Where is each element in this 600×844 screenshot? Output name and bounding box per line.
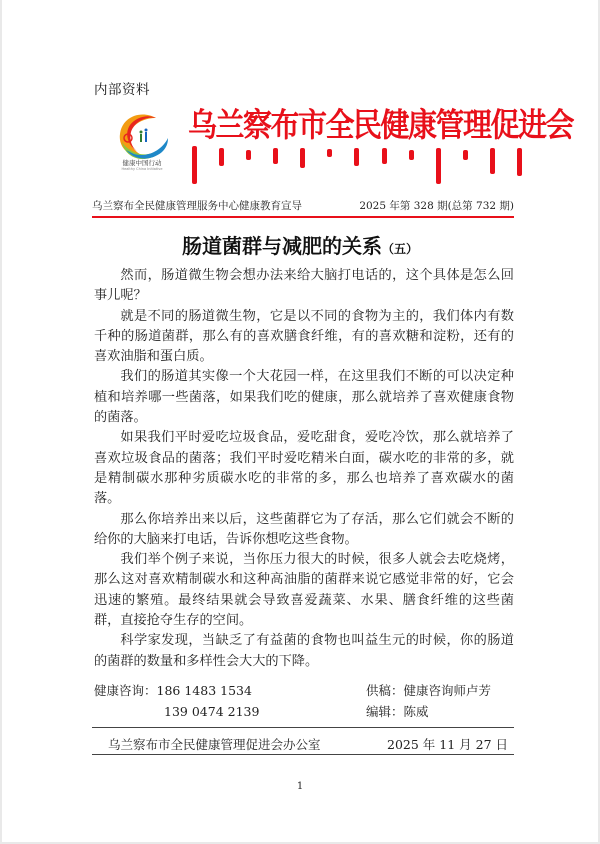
mongolian-column (246, 150, 251, 160)
editor: 陈威 (403, 704, 429, 719)
internal-label: 内部资料 (94, 82, 150, 98)
mongolian-column (327, 149, 332, 157)
document-page (2, 0, 598, 842)
mongolian-column (354, 148, 359, 166)
mongolian-column (300, 148, 305, 168)
paragraph: 那么你培养出来以后，这些菌群它为了存活，那么它们就会不断的给你的大脑来打电话，告诉你想吃这些食物。 (94, 511, 514, 547)
mongolian-column (517, 148, 522, 176)
phone-2: 139 0474 2139 (164, 704, 260, 719)
page-number: 1 (296, 781, 304, 792)
contributor: 健康咨询师卢芳 (403, 683, 492, 698)
editor-label: 编辑： (366, 704, 404, 719)
footer-top-rule (92, 727, 514, 728)
article-body (94, 266, 514, 672)
org-title: 乌兰察布市全民健康管理促进会 (188, 105, 574, 144)
article-title-text: 肠道菌群与减肥的关系 (181, 234, 382, 258)
logo-caption: 健康中国行动 (122, 159, 162, 167)
paragraph: 然而，肠道微生物会想办法来给大脑打电话的，这个具体是怎么回事儿呢？ (94, 268, 514, 304)
footer (108, 735, 508, 753)
footer-bottom-rule (92, 754, 514, 755)
paragraph: 我们的肠道其实像一个大花园一样，在这里我们不断的可以决定种植和培养哪一些菌落，如果我们吃的健康，那么就培养了喜欢健康食物的菌落。 (94, 369, 514, 426)
mongolian-column (409, 150, 414, 160)
issue-line (92, 198, 514, 213)
mongolian-column (219, 148, 224, 166)
phone-1: 186 1483 1534 (156, 683, 252, 698)
credits (366, 680, 491, 722)
mongolian-column (490, 148, 495, 174)
consult-info (94, 680, 259, 722)
paragraph: 如果我们平时爱吃垃圾食品，爱吃甜食，爱吃冷饮，那么就培养了喜欢垃圾食品的菌落；我们平时爱吃精米白面，碳水吃的非常的多，就是精制碳水那种劣质碳水吃的非常的多，那么也培养了喜欢碳水的菌落。 (94, 430, 514, 507)
article-part: （五） (381, 242, 418, 256)
contributor-label: 供稿： (366, 683, 404, 698)
paragraph: 科学家发现，当缺乏了有益菌的食物也叫益生元的时候，你的肠道的菌群的数量和多样性会大大的下降。 (94, 633, 514, 669)
mongolian-script-title (192, 146, 522, 186)
mongolian-column (192, 146, 197, 184)
mongolian-column (382, 148, 387, 164)
paragraph: 就是不同的肠道微生物，它是以不同的食物为主的，我们体内有数千种的肠道菌群，那么有的喜欢膳食纤维，有的喜欢糖和淀粉，还有的喜欢油脂和蛋白质。 (94, 308, 514, 365)
article-title (2, 230, 598, 259)
paragraph: 我们举个例子来说，当你压力很大的时候，很多人就会去吃烧烤，那么这对喜欢精制碳水和这种高油脂的菌群来说它感觉非常的好，它会迅速的繁殖。最终结果就会导致喜爱蔬菜、水果、膳食纤维的这些菌群，直接抢夺生存的空间。 (94, 552, 514, 629)
header-divider (92, 216, 514, 218)
consult-label: 健康咨询： (94, 683, 157, 698)
mongolian-column (273, 148, 278, 164)
mongolian-column (436, 148, 441, 184)
publish-date: 2025 年 11 月 27 日 (387, 737, 508, 752)
mongolian-column (463, 150, 468, 160)
office-name: 乌兰察布市全民健康管理促进会办公室 (108, 737, 321, 752)
issue-number: 2025 年第 328 期(总第 732 期) (359, 200, 514, 212)
publisher-name: 乌兰察布全民健康管理服务中心健康教育宣导 (92, 200, 302, 212)
logo-subcaption: Healthy China Initiative (121, 167, 163, 171)
